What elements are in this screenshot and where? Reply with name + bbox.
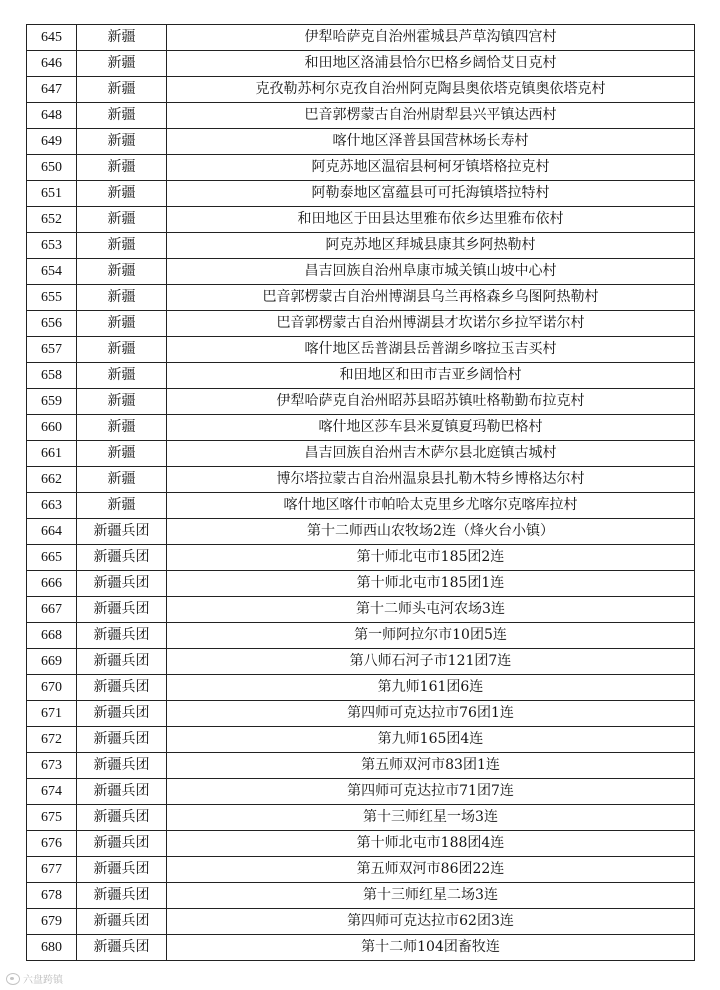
row-region: 新疆兵团 bbox=[77, 571, 167, 597]
row-village: 和田地区于田县达里雅布依乡达里雅布依村 bbox=[167, 207, 695, 233]
row-region: 新疆兵团 bbox=[77, 935, 167, 961]
table-body bbox=[27, 25, 695, 961]
row-village: 昌吉回族自治州阜康市城关镇山坡中心村 bbox=[167, 259, 695, 285]
row-number: 674 bbox=[27, 779, 77, 805]
row-village: 第十二师西山农牧场2连（烽火台小镇） bbox=[167, 519, 695, 545]
row-region: 新疆兵团 bbox=[77, 545, 167, 571]
row-number: 667 bbox=[27, 597, 77, 623]
table-row bbox=[27, 129, 695, 155]
table-row bbox=[27, 753, 695, 779]
row-village: 喀什地区岳普湖县岳普湖乡喀拉玉吉买村 bbox=[167, 337, 695, 363]
table-row bbox=[27, 935, 695, 961]
table-row bbox=[27, 727, 695, 753]
row-village: 昌吉回族自治州吉木萨尔县北庭镇古城村 bbox=[167, 441, 695, 467]
watermark-logo-icon bbox=[6, 973, 20, 985]
row-region: 新疆兵团 bbox=[77, 727, 167, 753]
table-row bbox=[27, 493, 695, 519]
table-row bbox=[27, 623, 695, 649]
row-village: 巴音郭楞蒙古自治州尉犁县兴平镇达西村 bbox=[167, 103, 695, 129]
row-number: 676 bbox=[27, 831, 77, 857]
table-row bbox=[27, 519, 695, 545]
row-village: 第九师165团4连 bbox=[167, 727, 695, 753]
row-number: 665 bbox=[27, 545, 77, 571]
row-village: 喀什地区莎车县米夏镇夏玛勒巴格村 bbox=[167, 415, 695, 441]
row-number: 646 bbox=[27, 51, 77, 77]
row-number: 677 bbox=[27, 857, 77, 883]
row-number: 653 bbox=[27, 233, 77, 259]
row-region: 新疆兵团 bbox=[77, 857, 167, 883]
row-region: 新疆 bbox=[77, 363, 167, 389]
table-row bbox=[27, 363, 695, 389]
row-number: 649 bbox=[27, 129, 77, 155]
row-region: 新疆 bbox=[77, 207, 167, 233]
row-number: 661 bbox=[27, 441, 77, 467]
table-row bbox=[27, 51, 695, 77]
table-row bbox=[27, 337, 695, 363]
row-village: 第十师北屯市185团1连 bbox=[167, 571, 695, 597]
row-village: 克孜勒苏柯尔克孜自治州阿克陶县奥依塔克镇奥依塔克村 bbox=[167, 77, 695, 103]
row-village: 阿勒泰地区富蕴县可可托海镇塔拉特村 bbox=[167, 181, 695, 207]
village-list-table bbox=[26, 24, 695, 961]
row-village: 第十师北屯市188团4连 bbox=[167, 831, 695, 857]
row-number: 672 bbox=[27, 727, 77, 753]
row-village: 第四师可克达拉市62团3连 bbox=[167, 909, 695, 935]
row-number: 655 bbox=[27, 285, 77, 311]
table-row bbox=[27, 545, 695, 571]
row-region: 新疆 bbox=[77, 77, 167, 103]
row-village: 伊犁哈萨克自治州霍城县芦草沟镇四宫村 bbox=[167, 25, 695, 51]
row-number: 673 bbox=[27, 753, 77, 779]
row-number: 668 bbox=[27, 623, 77, 649]
row-village: 巴音郭楞蒙古自治州博湖县乌兰再格森乡乌图阿热勒村 bbox=[167, 285, 695, 311]
table-row bbox=[27, 467, 695, 493]
row-region: 新疆 bbox=[77, 441, 167, 467]
table-row bbox=[27, 571, 695, 597]
table-row bbox=[27, 311, 695, 337]
row-region: 新疆 bbox=[77, 311, 167, 337]
watermark-text: 六盘跨镇 bbox=[23, 975, 63, 986]
row-region: 新疆兵团 bbox=[77, 623, 167, 649]
row-number: 669 bbox=[27, 649, 77, 675]
table-row bbox=[27, 103, 695, 129]
row-number: 675 bbox=[27, 805, 77, 831]
table-row bbox=[27, 805, 695, 831]
row-region: 新疆兵团 bbox=[77, 597, 167, 623]
table-row bbox=[27, 285, 695, 311]
row-number: 657 bbox=[27, 337, 77, 363]
row-village: 第十三师红星一场3连 bbox=[167, 805, 695, 831]
row-region: 新疆兵团 bbox=[77, 909, 167, 935]
table-row bbox=[27, 675, 695, 701]
row-region: 新疆 bbox=[77, 389, 167, 415]
table-row bbox=[27, 857, 695, 883]
row-region: 新疆 bbox=[77, 25, 167, 51]
row-village: 巴音郭楞蒙古自治州博湖县才坎诺尔乡拉罕诺尔村 bbox=[167, 311, 695, 337]
row-region: 新疆兵团 bbox=[77, 649, 167, 675]
row-region: 新疆 bbox=[77, 129, 167, 155]
row-number: 680 bbox=[27, 935, 77, 961]
row-number: 656 bbox=[27, 311, 77, 337]
table-row bbox=[27, 155, 695, 181]
row-village: 阿克苏地区温宿县柯柯牙镇塔格拉克村 bbox=[167, 155, 695, 181]
row-region: 新疆 bbox=[77, 259, 167, 285]
row-number: 670 bbox=[27, 675, 77, 701]
row-region: 新疆兵团 bbox=[77, 675, 167, 701]
row-region: 新疆 bbox=[77, 103, 167, 129]
row-village: 第十二师头屯河农场3连 bbox=[167, 597, 695, 623]
row-number: 648 bbox=[27, 103, 77, 129]
row-number: 663 bbox=[27, 493, 77, 519]
row-number: 679 bbox=[27, 909, 77, 935]
row-number: 647 bbox=[27, 77, 77, 103]
row-region: 新疆兵团 bbox=[77, 753, 167, 779]
row-number: 678 bbox=[27, 883, 77, 909]
row-region: 新疆 bbox=[77, 415, 167, 441]
table-row bbox=[27, 389, 695, 415]
row-number: 658 bbox=[27, 363, 77, 389]
row-region: 新疆兵团 bbox=[77, 519, 167, 545]
table-row bbox=[27, 779, 695, 805]
row-village: 第一师阿拉尔市10团5连 bbox=[167, 623, 695, 649]
watermark bbox=[6, 971, 63, 986]
row-region: 新疆 bbox=[77, 285, 167, 311]
row-number: 662 bbox=[27, 467, 77, 493]
table-row bbox=[27, 649, 695, 675]
row-number: 650 bbox=[27, 155, 77, 181]
row-number: 651 bbox=[27, 181, 77, 207]
row-number: 664 bbox=[27, 519, 77, 545]
table-row bbox=[27, 233, 695, 259]
table-row bbox=[27, 883, 695, 909]
row-number: 666 bbox=[27, 571, 77, 597]
table-row bbox=[27, 701, 695, 727]
row-village: 博尔塔拉蒙古自治州温泉县扎勒木特乡博格达尔村 bbox=[167, 467, 695, 493]
row-village: 喀什地区喀什市帕哈太克里乡尤喀尔克喀库拉村 bbox=[167, 493, 695, 519]
row-region: 新疆 bbox=[77, 233, 167, 259]
row-number: 671 bbox=[27, 701, 77, 727]
row-number: 659 bbox=[27, 389, 77, 415]
table-row bbox=[27, 181, 695, 207]
table-row bbox=[27, 415, 695, 441]
row-number: 660 bbox=[27, 415, 77, 441]
row-village: 和田地区和田市吉亚乡阔恰村 bbox=[167, 363, 695, 389]
row-number: 652 bbox=[27, 207, 77, 233]
table-row bbox=[27, 259, 695, 285]
table-row bbox=[27, 441, 695, 467]
row-region: 新疆兵团 bbox=[77, 805, 167, 831]
row-village: 第四师可克达拉市76团1连 bbox=[167, 701, 695, 727]
row-number: 654 bbox=[27, 259, 77, 285]
row-region: 新疆 bbox=[77, 155, 167, 181]
row-region: 新疆 bbox=[77, 467, 167, 493]
row-village: 第四师可克达拉市71团7连 bbox=[167, 779, 695, 805]
table-row bbox=[27, 909, 695, 935]
row-village: 第十二师104团畜牧连 bbox=[167, 935, 695, 961]
row-region: 新疆 bbox=[77, 337, 167, 363]
table-row bbox=[27, 597, 695, 623]
row-village: 和田地区洛浦县恰尔巴格乡阔恰艾日克村 bbox=[167, 51, 695, 77]
row-village: 第五师双河市83团1连 bbox=[167, 753, 695, 779]
row-village: 喀什地区泽普县国营林场长寿村 bbox=[167, 129, 695, 155]
row-village: 第九师161团6连 bbox=[167, 675, 695, 701]
row-village: 第十师北屯市185团2连 bbox=[167, 545, 695, 571]
table-row bbox=[27, 207, 695, 233]
row-village: 伊犁哈萨克自治州昭苏县昭苏镇吐格勒勤布拉克村 bbox=[167, 389, 695, 415]
row-village: 第八师石河子市121团7连 bbox=[167, 649, 695, 675]
row-region: 新疆兵团 bbox=[77, 779, 167, 805]
row-number: 645 bbox=[27, 25, 77, 51]
row-region: 新疆 bbox=[77, 493, 167, 519]
row-region: 新疆 bbox=[77, 181, 167, 207]
table-row bbox=[27, 77, 695, 103]
row-region: 新疆 bbox=[77, 51, 167, 77]
row-region: 新疆兵团 bbox=[77, 831, 167, 857]
table-row bbox=[27, 831, 695, 857]
table-row bbox=[27, 25, 695, 51]
row-village: 第十三师红星二场3连 bbox=[167, 883, 695, 909]
row-village: 第五师双河市86团22连 bbox=[167, 857, 695, 883]
row-region: 新疆兵团 bbox=[77, 701, 167, 727]
row-village: 阿克苏地区拜城县康其乡阿热勒村 bbox=[167, 233, 695, 259]
row-region: 新疆兵团 bbox=[77, 883, 167, 909]
